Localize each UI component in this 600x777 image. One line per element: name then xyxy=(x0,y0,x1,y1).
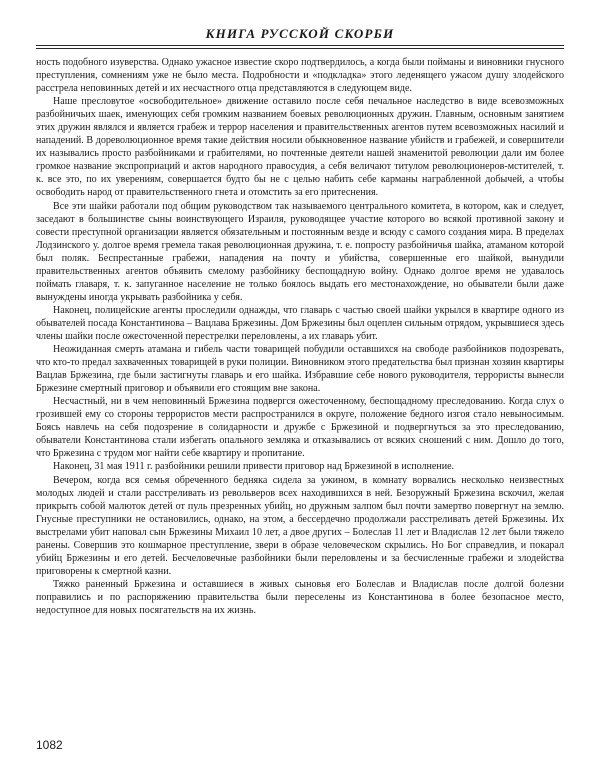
running-head: КНИГА РУССКОЙ СКОРБИ xyxy=(205,26,395,41)
header-rule-bottom xyxy=(36,48,564,49)
paragraph-7: Наконец, 31 мая 1911 г. разбойники решили привести приговор над Бржезиной в исполнение. xyxy=(53,461,455,473)
paragraph-1: ность подобного изуверства. Однако ужасное известие скоро подтвердилось, а когда были пойманы и виновники гнусного преступления, сомнениям уже не было места. Подробности и «подкладка» этого леденящего ужасом душу злодейского расстрела неповинных детей и их несчастного отца представляются в следующем виде. xyxy=(36,57,564,95)
paragraph-2: Наше пресловутое «освободительное» движение оставило после себя печальное наследство в виде всевозможных разбойничьих шаек, именующих себя громким названием боевых революционных дружин. Главным, основным занятием этих дружин являлся и является грабеж и террор населения и правительственных агентов путем всевозможных насилий и нападений. В дореволюционное время такие действия носили обыкновенное название убийств и грабежей, и совершители их назывались просто разбойниками и грабителями, но почтенные деятели нашей знаменитой революции дали им более громкое название экспроприаций и актов народного правосудия, а себя величают титулом революционеров-мстителей, т. к. все это, по их уверениям, совершается будто бы не с целью набить себе карманы награбленной добычей, а чтобы освободить народ от правительственного гнета и отомстить за его притеснения. xyxy=(36,96,564,199)
paragraph-6: Несчастный, ни в чем неповинный Бржезина подвергся ожесточенному, беспощадному преследованию. Когда слух о грозившей ему со стороны террористов мести распространился в округе, положение бедного изгоя стало невыносимым. Боясь навлечь на себя подозрение в солидарности и дружбе с Бржезиной и подвергнуться за это преследованию, обыватели Константинова стали избегать опального земляка и отказывались от всяких сношений с ним. Дошло до того, что Бржезина с трудом мог найти себе квартиру и пропитание. xyxy=(36,396,564,460)
paragraph-8: Вечером, когда вся семья обреченного бедняка сидела за ужином, в комнату ворвались несколько неизвестных молодых людей и стали расстреливать из револьверов всех находившихся в ней. Безоружный Бржезина вскочил, желая прикрыть собой малюток детей от пуль презренных убийц, но дружным залпом был почти замертво повергнут на землю. Гнусные преступники не остановились, однако, на этом, а бессердечно продолжали расстреливать детей Бржезины. Их выстрелами убит наповал сын Бржезины Михаил 10 лет, а двое других – Болеслав 11 лет и Владислав 12 лет были тяжело ранены. Совершив это кошмарное преступление, звери в образе человеческом скрылись. Но Бог справедлив, и покарал убийц Бржезины и его детей. Бесчеловечные разбойники были переловлены и за бесчисленные грабежи и злодейства приговорены к смертной казни. xyxy=(36,474,564,577)
paragraph-4: Наконец, полицейские агенты проследили однажды, что главарь с частью своей шайки укрылся в квартире одного из обывателей посада Константинова – Вацлава Бржезины. Дом Бржезины был оцеплен сильным отрядом, укрывшиеся здесь члены шайки после ожесточенной перестрелки переловлены, а их главарь убит. xyxy=(36,304,564,342)
paragraph-9: Тяжко раненный Бржезина и оставшиеся в живых сыновья его Болеслав и Владислав после долгой болезни поправились и по распоряжению правительства были переселены из Константинова в более безопасное место, недоступное для новых посягательств на их жизнь. xyxy=(36,578,564,616)
header-rule-top xyxy=(36,45,564,46)
paragraph-5: Неожиданная смерть атамана и гибель части товарищей побудили оставшихся на свободе разбойников подозревать, что кто-то предал захваченных товарищей в руки полиции. Виновником этого предательства был признан хозяин квартиры Вацлав Бржезина, где были застигнуты главарь и его шайка. Избравшие себе нового руководителя, террористы вынесли Бржезине смертный приговор и объявили его стоящим вне закона. xyxy=(36,344,564,395)
body-text xyxy=(36,56,564,617)
page-number: 1082 xyxy=(36,738,63,752)
paragraph-3: Все эти шайки работали под общим руководством так называемого центрального комитета, в котором, как и следует, заседают в большинстве сыны воинствующего Израиля, руководящее участие которого во всякой противной закону и совести преступной организации является обязательным и постоянным везде и всюду с самого создания мира. В пределах Лодзинского у. долгое время гремела такая революционная дружина, т. е. попросту разбойничья шайка, атаманом которой был поляк. Беспрестанные грабежи, нападения на почту и убийства, совершенные его шайкой, вынудили правительственных агентов объявить смелому разбойнику беспощадную войну. Однако долгое время не удавалось поймать главаря, т. к. запуганное население не только боялось выдать его местонахождение, но обыватели были даже вынуждены иногда укрывать разбойника у себя. xyxy=(36,200,564,303)
